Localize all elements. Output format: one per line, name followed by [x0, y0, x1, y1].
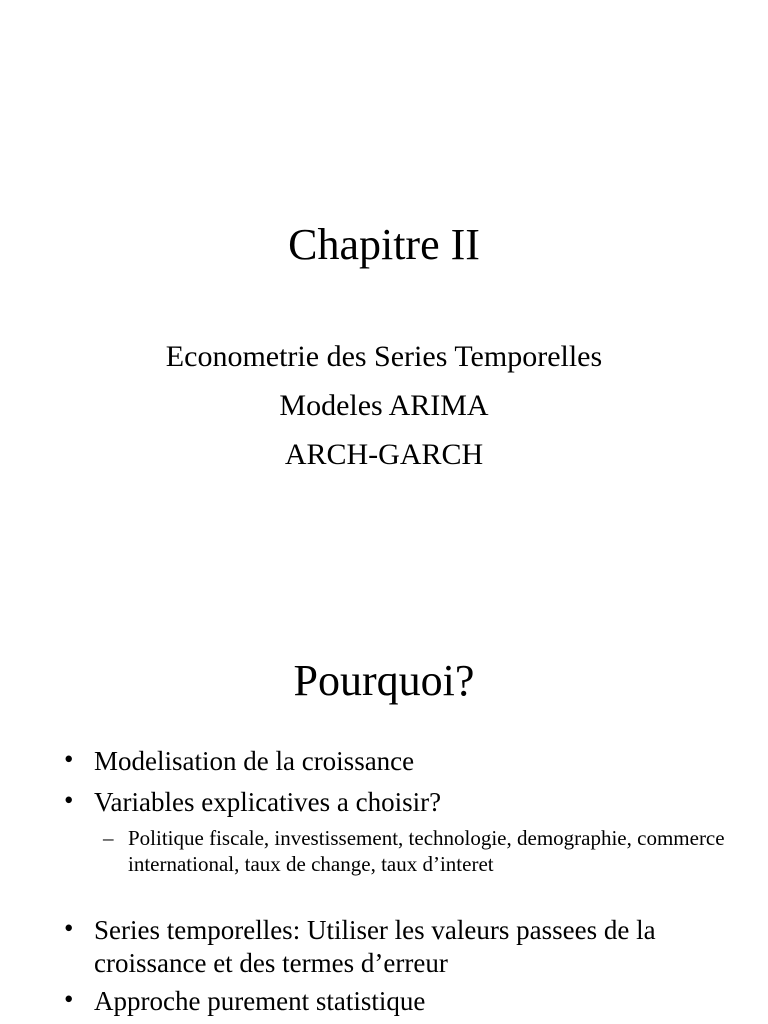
slide-title-pourquoi: Pourquoi? — [293, 656, 475, 705]
subtitle-line-arima: Modeles ARIMA — [279, 389, 489, 422]
slide-subtitle — [0, 332, 768, 479]
bullet-text: Modelisation de la croissance — [94, 746, 415, 776]
sub-bullet-text: Politique fiscale, investissement, technologie, demographie, commerce international, taux de change, taux d’interet — [128, 826, 725, 876]
subtitle-line-arch-garch: ARCH-GARCH — [284, 438, 484, 471]
bullet-text: Series temporelles: Utiliser les valeurs passees de la croissance et des termes d’erreur — [94, 915, 656, 978]
bullet-dot-icon: • — [64, 984, 74, 1014]
slide-title-chapitre: Chapitre II — [288, 220, 480, 269]
dash-icon: – — [103, 826, 114, 850]
bullet-dot-icon: • — [64, 913, 74, 943]
bullet-dot-icon: • — [64, 744, 74, 774]
bullet-dot-icon: • — [64, 785, 74, 815]
subtitle-line-econometrie: Econometrie des Series Temporelles — [165, 340, 603, 373]
bullet-text: Variables explicatives a choisir? — [94, 787, 442, 817]
bullet-text: Approche purement statistique — [94, 986, 426, 1016]
